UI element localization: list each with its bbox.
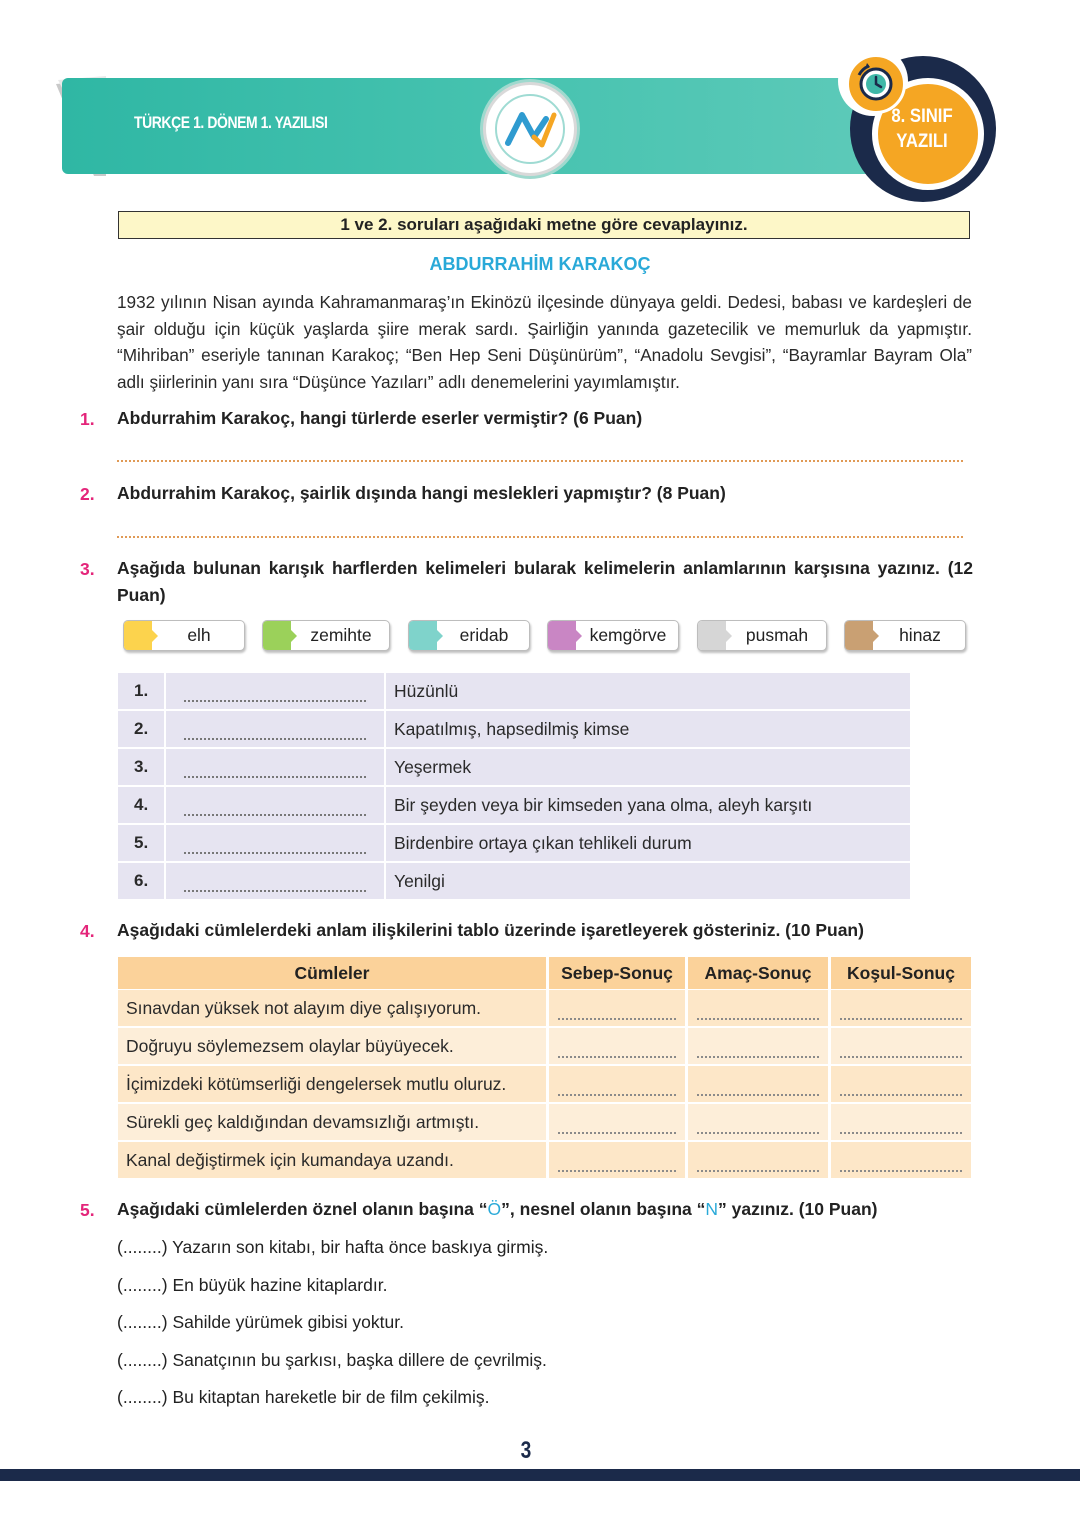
text-title: ABDURRAHİM KARAKOÇ [429,254,651,274]
grade-label: 8. SINIF [891,106,953,127]
meaning-text: Bir şeyden veya bir kimseden yana olma, aleyh karşıtı [386,787,910,823]
chip-color [124,621,152,650]
statement-item [117,1237,548,1258]
answer-dots [184,852,366,854]
answer-cell[interactable] [166,711,384,747]
mark-cell[interactable] [688,1104,828,1140]
sentence-cell: Kanal değiştirmek için kumandaya uzandı. [118,1142,546,1178]
chip-label: pusmah [745,625,809,645]
mark-cell[interactable] [549,1066,685,1102]
meaning-text: Yenilgi [386,863,910,899]
answer-cell[interactable] [166,673,384,709]
exam-type-label: YAZILI [896,131,948,152]
answer-cell[interactable] [166,863,384,899]
answer-dots [184,738,366,740]
question-2-number: 2. [80,484,95,504]
mark-dots [558,1094,676,1096]
statement-text: Yazarın son kitabı, bir hafta önce baskıya girmiş. [172,1237,549,1257]
mark-cell[interactable] [688,1066,828,1102]
answer-cell[interactable] [166,825,384,861]
question-5-text [117,1196,975,1223]
mark-dots [697,1132,819,1134]
mark-dots [840,1132,962,1134]
chip-color [698,621,726,650]
question-5-number: 5. [80,1200,95,1220]
row-number: 1. [118,673,164,709]
mark-dots [840,1056,962,1058]
meaning-text: Kapatılmış, hapsedilmiş kimse [386,711,910,747]
statement-item [117,1312,404,1333]
mark-dots [558,1056,676,1058]
word-chip [547,620,679,651]
answer-blank[interactable]: (........) [117,1387,168,1407]
chip-color [548,621,576,650]
chip-color [409,621,437,650]
question-3-text: Aşağıda bulunan karışık harflerden kelimeleri bularak kelimelerin anlamlarının karşısına yazınız. (12 Puan) [117,558,973,605]
answer-blank[interactable]: (........) [117,1312,168,1332]
logo-mark-icon [486,85,574,173]
mark-cell[interactable] [688,1028,828,1064]
mark-cell[interactable] [831,1104,971,1140]
mark-dots [840,1094,962,1096]
mark-cell[interactable] [831,1066,971,1102]
meaning-text: Hüzünlü [386,673,910,709]
q5-text-before: Aşağıdaki cümlelerden öznel olanın başına “ [117,1199,488,1219]
row-number: 2. [118,711,164,747]
q5-text-mid: ”, nesnel olanın başına “ [501,1199,706,1219]
meaning-text: Birdenbire ortaya çıkan tehlikeli durum [386,825,910,861]
mark-cell[interactable] [549,1142,685,1178]
statement-text: Sanatçının bu şarkısı, başka dillere de çevrilmiş. [172,1350,547,1370]
mark-dots [558,1132,676,1134]
word-chip [408,620,530,651]
answer-cell[interactable] [166,787,384,823]
mark-cell[interactable] [549,990,685,1026]
chip-label: hinaz [899,625,941,645]
question-1-number: 1. [80,409,95,429]
word-chip [697,620,827,651]
question-1-text: Abdurrahim Karakoç, hangi türlerde eserler vermiştir? (6 Puan) [117,408,643,428]
mark-dots [697,1170,819,1172]
question-3-number: 3. [80,559,95,579]
chip-label: eridab [459,625,509,645]
sentence-cell: Sürekli geç kaldığından devamsızlığı artmıştı. [118,1104,546,1140]
chip-label: zemihte [310,625,372,645]
mark-dots [697,1018,819,1020]
word-chip [123,620,245,651]
mark-cell[interactable] [688,1142,828,1178]
question-2-text: Abdurrahim Karakoç, şairlik dışında hangi meslekleri yapmıştır? (8 Puan) [117,483,726,503]
q5-letter-o: Ö [487,1199,502,1219]
sentence-cell: İçimizdeki kötümserliği dengelersek mutlu oluruz. [118,1066,546,1102]
word-chip [262,620,390,651]
sentence-cell: Doğruyu söylemezsem olaylar büyüyecek. [118,1028,546,1064]
question-4-number: 4. [80,921,95,941]
mark-dots [558,1170,676,1172]
mark-cell[interactable] [831,990,971,1026]
clock-badge [846,54,906,114]
question-4-text: Aşağıdaki cümlelerdeki anlam ilişkilerini tablo üzerinde işaretleyerek gösteriniz. (10 Puan) [117,920,864,940]
mark-dots [558,1018,676,1020]
statement-item [117,1275,387,1296]
statement-text: En büyük hazine kitaplardır. [172,1275,388,1295]
answer-dots [184,776,366,778]
row-number: 3. [118,749,164,785]
reading-paragraph: 1932 yılının Nisan ayında Kahramanmaraş’ın Ekinözü ilçesinde dünyaya geldi. Dedesi, babası ve kardeşleri de şair olduğu için küçük yaşlarda şiire merak sardı. Şairliğin yanında gazetecilik ve memurluk da yapmıştır. “Mihriban” eseriyle tanınan Karakoç; “Ben Hep Seni Düşünürüm”, “Anadolu Sevgisi”, “Bayramlar Bayram Ola” adlı şiirlerinin yanı sıra “Düşünce Yazıları” adlı denemelerini yayımlamıştır. [117,292,972,393]
header-sentences: Cümleler [118,957,546,989]
statement-text: Bu kitaptan hareketle bir de film çekilmiş. [172,1387,490,1407]
clock-icon [849,57,903,111]
header-purpose-effect: Amaç-Sonuç [688,957,828,989]
chip-label: kemgörve [589,625,667,645]
mark-cell[interactable] [831,1028,971,1064]
header-cause-effect: Sebep-Sonuç [549,957,685,989]
page-number: 3 [520,1437,532,1464]
answer-blank[interactable]: (........) [117,1237,168,1257]
mark-dots [697,1056,819,1058]
footer-bar [0,1469,1080,1481]
header-condition-effect: Koşul-Sonuç [831,957,971,989]
mark-cell[interactable] [831,1142,971,1178]
publisher-logo [483,82,577,176]
answer-line-2[interactable] [117,536,963,538]
sentence-cell: Sınavdan yüksek not alayım diye çalışıyorum. [118,990,546,1026]
answer-dots [184,890,366,892]
answer-blank[interactable]: (........) [117,1350,168,1370]
q5-text-after: ” yazınız. (10 Puan) [718,1199,878,1219]
mark-dots [840,1170,962,1172]
word-chip [844,620,966,651]
row-number: 4. [118,787,164,823]
mark-dots [697,1094,819,1096]
mark-cell[interactable] [688,990,828,1026]
statement-text: Sahilde yürümek gibisi yoktur. [172,1312,404,1332]
instruction-box: 1 ve 2. soruları aşağıdaki metne göre cevaplayınız. [118,211,970,239]
mark-dots [840,1018,962,1020]
answer-dots [184,814,366,816]
chip-color [263,621,291,650]
meaning-text: Yeşermek [386,749,910,785]
answer-cell[interactable] [166,749,384,785]
statement-item [117,1387,490,1408]
q5-letter-n: N [705,1199,719,1219]
answer-dots [184,700,366,702]
grade-badge-text [878,104,966,154]
answer-blank[interactable]: (........) [117,1275,168,1295]
mark-cell[interactable] [549,1028,685,1064]
mark-cell[interactable] [549,1104,685,1140]
row-number: 5. [118,825,164,861]
exam-title: TÜRKÇE 1. DÖNEM 1. YAZILISI [134,113,328,132]
chip-color [845,621,873,650]
row-number: 6. [118,863,164,899]
statement-item [117,1350,547,1371]
answer-line-1[interactable] [117,460,963,462]
chip-label: elh [187,625,211,645]
